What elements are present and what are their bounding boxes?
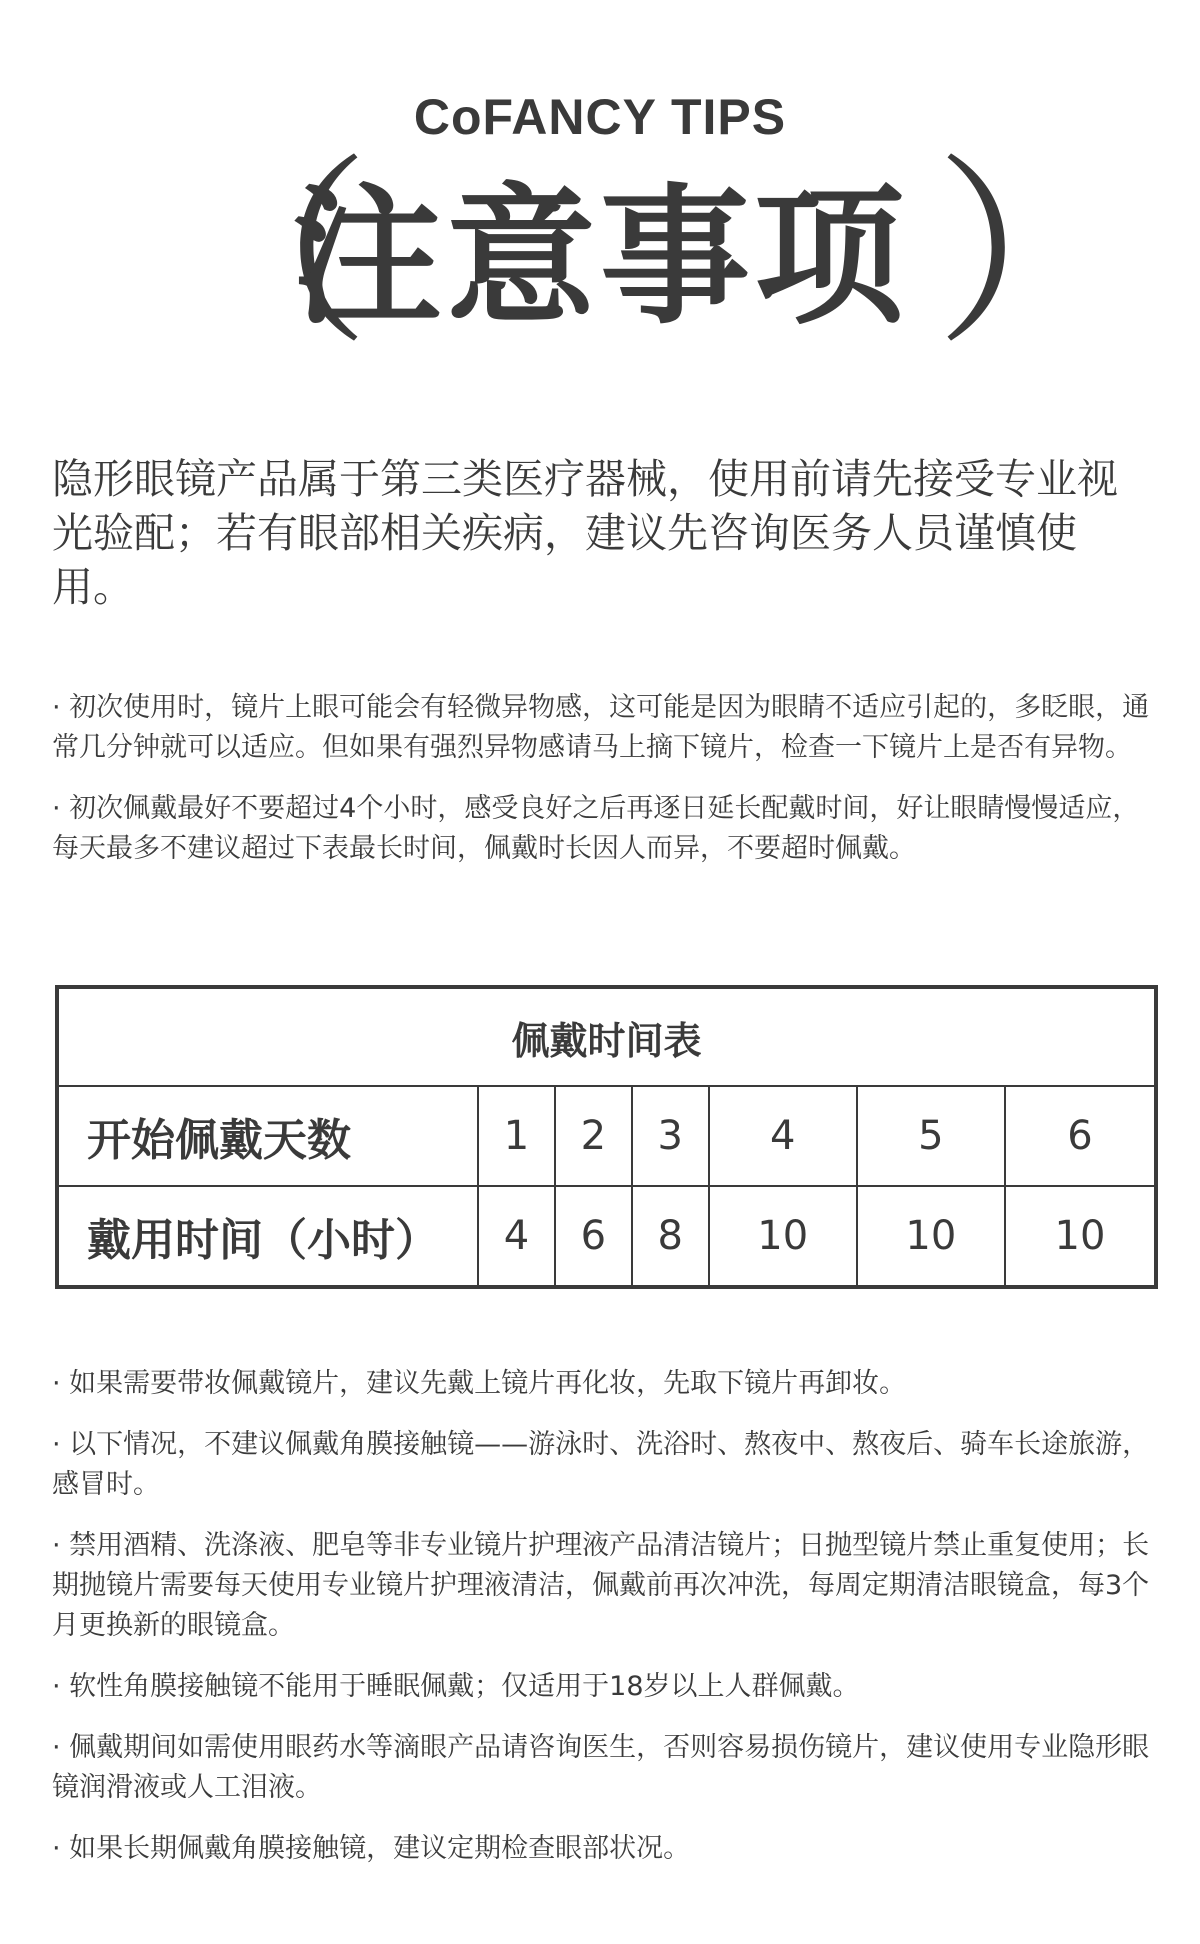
table-cell: 10 — [857, 1186, 1005, 1287]
table-cell: 10 — [709, 1186, 857, 1287]
table-cell: 5 — [857, 1086, 1005, 1186]
table-cell: 6 — [1005, 1086, 1156, 1186]
tip-item: · 软性角膜接触镜不能用于睡眠佩戴；仅适用于18岁以上人群佩戴。 — [52, 1671, 860, 1702]
table-cell: 8 — [632, 1186, 709, 1287]
wear-schedule-table — [55, 985, 1158, 1289]
tip-item: · 禁用酒精、洗涤液、肥皂等非专业镜片护理液产品清洁镜片；日抛型镜片禁止重复使用；长期抛镜片需要每天使用专业镜片护理液清洁，佩戴前再次冲洗，每周定期清洁眼镜盒，每3个月更换新的眼镜盒。 — [52, 1530, 1150, 1641]
page-title: 注意事项 — [291, 171, 908, 345]
tips-list-bottom — [52, 1364, 1152, 1890]
tip-item: · 如果长期佩戴角膜接触镜，建议定期检查眼部状况。 — [52, 1833, 691, 1864]
table-cell: 4 — [478, 1186, 555, 1287]
title-block — [0, 138, 1200, 378]
intro-paragraph: 隐形眼镜产品属于第三类医疗器械，使用前请先接受专业视光验配；若有眼部相关疾病，建议先咨询医务人员谨慎使用。 — [52, 455, 1118, 611]
row-header-days: 开始佩戴天数 — [57, 1086, 478, 1186]
title-right-paren: ） — [935, 138, 1136, 371]
tip-item: · 初次佩戴最好不要超过4个小时，感受良好之后再逐日延长配戴时间，好让眼睛慢慢适应，每天最多不建议超过下表最长时间，佩戴时长因人而异，不要超时佩戴。 — [52, 793, 1140, 864]
tip-item: · 如果需要带妆佩戴镜片，建议先戴上镜片再化妆，先取下镜片再卸妆。 — [52, 1368, 907, 1399]
brand-heading: CoFANCY TIPS — [413, 89, 787, 145]
tips-list-top — [52, 688, 1152, 890]
tip-item: · 以下情况，不建议佩戴角膜接触镜——游泳时、洗浴时、熬夜中、熬夜后、骑车长途旅游，感冒时。 — [52, 1429, 1150, 1500]
table-cell: 2 — [555, 1086, 632, 1186]
table-caption: 佩戴时间表 — [57, 987, 1156, 1086]
title-left-paren: （ — [170, 138, 371, 371]
tip-item: · 初次使用时，镜片上眼可能会有轻微异物感，这可能是因为眼睛不适应引起的，多眨眼，通常几分钟就可以适应。但如果有强烈异物感请马上摘下镜片，检查一下镜片上是否有异物。 — [52, 692, 1150, 763]
table-row — [57, 1086, 1156, 1186]
table-cell: 3 — [632, 1086, 709, 1186]
tip-item: · 佩戴期间如需使用眼药水等滴眼产品请咨询医生，否则容易损伤镜片，建议使用专业隐形眼镜润滑液或人工泪液。 — [52, 1732, 1150, 1803]
table-cell: 6 — [555, 1186, 632, 1287]
row-header-hours: 戴用时间（小时） — [57, 1186, 478, 1287]
table-row — [57, 1186, 1156, 1287]
table-cell: 1 — [478, 1086, 555, 1186]
table-cell: 4 — [709, 1086, 857, 1186]
table-caption-row — [57, 987, 1156, 1086]
table-cell: 10 — [1005, 1186, 1156, 1287]
